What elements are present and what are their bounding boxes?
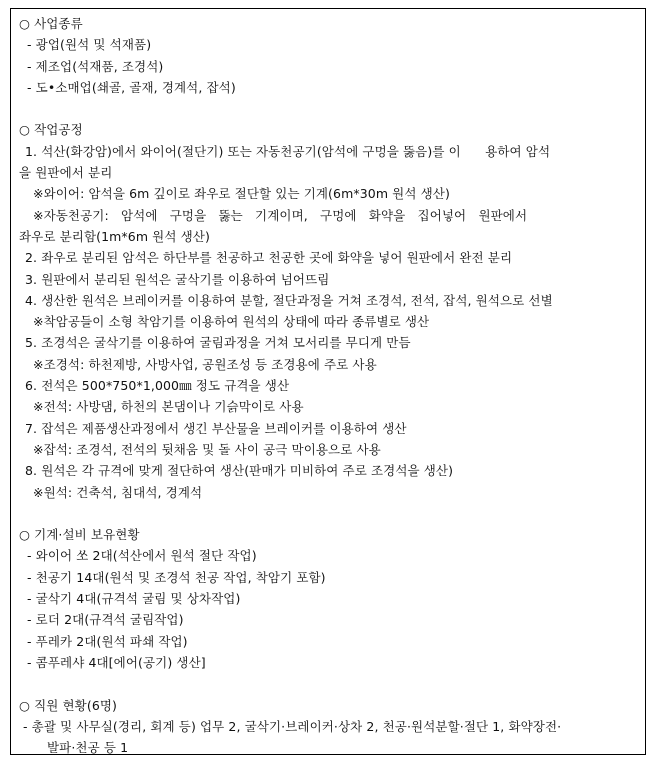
process-note-drill-cont: 좌우로 분리함(1m*6m 원석 생산) xyxy=(19,228,210,244)
spacer xyxy=(19,503,637,524)
process-note-boulder: ※전석: 사방댐, 하천의 본댐이나 기슭막이로 사용 xyxy=(33,399,304,415)
process-step-6: 6. 전석은 500*750*1,000㎜ 정도 규격을 생산 xyxy=(25,378,290,394)
business-type-item: - 제조업(석재품, 조경석) xyxy=(27,58,164,74)
business-type-item: - 도•소매업(쇄골, 골재, 경계석, 잡석) xyxy=(27,79,236,95)
section-title-business-type: ○ 사업종류 xyxy=(19,16,83,31)
process-note-rubble: ※잡석: 조경석, 전석의 뒷채움 및 돌 사이 공극 막이용으로 사용 xyxy=(33,441,381,457)
staff-line-cont: 발파·천공 등 1 xyxy=(47,740,129,756)
process-step-5: 5. 조경석은 굴삭기를 이용하여 굴림과정을 거쳐 모서리를 무디게 만듬 xyxy=(25,335,411,351)
staff-line: - 총괄 및 사무실(경리, 회계 등) 업무 2, 굴삭기·브레이커·상차 2, 천공·원석분할·절단 1, 화약장전· xyxy=(23,718,562,734)
equipment-item: - 와이어 쏘 2대(석산에서 원석 절단 작업) xyxy=(27,548,257,564)
process-step-3: 3. 원판에서 분리된 원석은 굴삭기를 이용하여 넘어뜨림 xyxy=(25,271,330,287)
process-note-rockdrill: ※착암공들이 소형 착암기를 이용하여 원석의 상태에 따라 종류별로 생산 xyxy=(33,314,430,330)
process-step-1: 1. 석산(화강암)에서 와이어(절단기) 또는 자동천공기(암석에 구멍을 뚫음)를 이 용하여 암석 xyxy=(25,143,551,159)
section-title-process: ○ 작업공정 xyxy=(19,122,83,138)
spacer xyxy=(19,98,637,119)
process-note-wire: ※와이어: 암석을 6m 깊이로 좌우로 절단할 있는 기계(6m*30m 원석 생산) xyxy=(33,186,450,202)
spacer xyxy=(19,673,637,694)
process-note-drill: ※자동천공기: 암석에 구멍을 뚫는 기계이며, 구멍에 화약을 집어넣어 원판에서 xyxy=(33,207,528,223)
process-step-4: 4. 생산한 원석은 브레이커를 이용하여 분할, 절단과정을 거쳐 조경석, 전석, 잡석, 원석으로 선별 xyxy=(25,292,553,308)
equipment-item: - 천공기 14대(원석 및 조경석 천공 작업, 착암기 포함) xyxy=(27,569,326,585)
section-title-equipment: ○ 기계·설비 보유현황 xyxy=(19,527,140,543)
equipment-item: - 푸레카 2대(원석 파쇄 작업) xyxy=(27,633,188,649)
equipment-item: - 로더 2대(규격석 굴림작업) xyxy=(27,612,184,628)
process-note-landscape: ※조경석: 하천제방, 사방사업, 공원조성 등 조경용에 주로 사용 xyxy=(33,356,377,372)
process-step-1-cont: 을 원판에서 분리 xyxy=(19,165,113,181)
equipment-item: - 굴삭기 4대(규격석 굴림 및 상차작업) xyxy=(27,591,241,607)
process-step-8: 8. 원석은 각 규격에 맞게 절단하여 생산(판매가 미비하여 주로 조경석을 생산) xyxy=(25,463,454,479)
business-type-item: - 광업(원석 및 석재품) xyxy=(27,37,152,53)
process-step-7: 7. 잡석은 제품생산과정에서 생긴 부산물을 브레이커를 이용하여 생산 xyxy=(25,420,407,436)
document-box xyxy=(10,8,646,755)
equipment-item: - 콤푸레샤 4대[에어(공기) 생산] xyxy=(27,654,206,670)
process-note-rawstone: ※원석: 건축석, 침대석, 경계석 xyxy=(33,484,203,500)
section-title-staff: ○ 직원 현황(6명) xyxy=(19,697,118,713)
process-step-2: 2. 좌우로 분리된 암석은 하단부를 천공하고 천공한 곳에 화약을 넣어 원판에서 완전 분리 xyxy=(25,250,513,266)
